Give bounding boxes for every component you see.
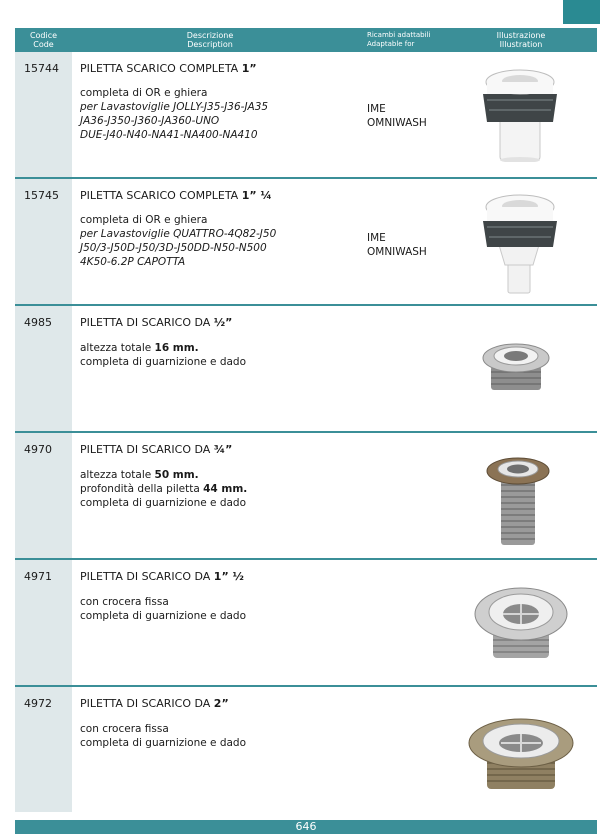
header-adaptable: [367, 31, 457, 49]
desc-line: completa di guarnizione e dado: [80, 356, 247, 368]
product-title: [80, 697, 229, 710]
desc-line: completa di guarnizione e dado: [80, 610, 247, 622]
title-text: PILETTA SCARICO COMPLETA: [80, 189, 242, 202]
desc-line: [80, 341, 370, 355]
product-description: [80, 341, 370, 369]
product-code: 4985: [24, 316, 52, 329]
title-text: PILETTA DI SCARICO DA: [80, 570, 214, 583]
desc-text: altezza totale: [80, 342, 155, 354]
desc-line: completa di OR e ghiera: [80, 87, 208, 99]
product-code: 15744: [24, 62, 59, 75]
product-code: 4970: [24, 443, 52, 456]
desc-line: [80, 468, 370, 482]
adapt-line: OMNIWASH: [367, 117, 427, 129]
desc-value: 44 mm.: [203, 483, 248, 495]
title-text: PILETTA SCARICO COMPLETA: [80, 62, 242, 75]
product-description: [80, 595, 370, 623]
product-description: [80, 213, 370, 269]
table-row: [15, 179, 597, 306]
table-row: [15, 687, 597, 812]
desc-line: completa di OR e ghiera: [80, 214, 208, 226]
desc-line: JA36-J350-J360-JA360-UNO: [80, 115, 220, 127]
header-illustration: [485, 31, 557, 49]
desc-value: 50 mm.: [154, 469, 199, 481]
chrome-drain-illustration: [485, 455, 551, 549]
table-row: [15, 560, 597, 687]
desc-line: per Lavastoviglie QUATTRO-4Q82-J50: [80, 228, 277, 240]
header-code-it: Codice: [29, 31, 58, 40]
header-ill-it: Illustrazione: [496, 31, 546, 40]
product-description: [80, 722, 370, 750]
title-size: 1” ¼: [241, 189, 272, 202]
desc-text: altezza totale: [80, 469, 155, 481]
title-text: PILETTA DI SCARICO DA: [80, 316, 214, 329]
title-size: ¾”: [213, 443, 233, 456]
adapt-line: IME: [367, 232, 386, 244]
desc-line: con crocera fissa: [80, 596, 169, 608]
adapt-line: IME: [367, 103, 386, 115]
product-title: [80, 443, 232, 456]
product-title: [80, 189, 272, 202]
product-code: 4971: [24, 570, 52, 583]
desc-line: DUE-J40-N40-NA41-NA400-NA410: [80, 129, 258, 141]
header-ill-en: Illustration: [499, 40, 543, 49]
desc-line: completa di guarnizione e dado: [80, 497, 247, 509]
page-number: 646: [295, 820, 317, 833]
table-row: [15, 306, 597, 433]
adaptable-for: [367, 102, 427, 130]
header-description: [110, 31, 310, 49]
desc-line: [80, 482, 370, 496]
adapt-line: OMNIWASH: [367, 246, 427, 258]
desc-line: con crocera fissa: [80, 723, 169, 735]
product-description: [80, 86, 370, 142]
page-footer: [15, 820, 597, 834]
table-row: [15, 433, 597, 560]
title-text: PILETTA DI SCARICO DA: [80, 697, 214, 710]
adaptable-for: [367, 231, 427, 259]
product-code: 4972: [24, 697, 52, 710]
title-size: 1”: [241, 62, 257, 75]
chrome-drain-illustration: [473, 582, 569, 666]
header-adapt-en: Adaptable for: [367, 40, 415, 48]
desc-line: J50/3-J50D-J50/3D-J50DD-N50-N500: [80, 242, 267, 254]
desc-line: 4K50-6.2P CAPOTTA: [80, 256, 186, 268]
header-desc-en: Description: [187, 40, 233, 49]
header-code-en: Code: [33, 40, 54, 49]
title-text: PILETTA DI SCARICO DA: [80, 443, 214, 456]
corner-tab: [563, 0, 600, 24]
header-code: [15, 31, 72, 49]
desc-text: profondità della piletta: [80, 483, 204, 495]
chrome-drain-illustration: [467, 713, 575, 795]
plastic-drain-illustration: [477, 191, 567, 295]
title-size: ½”: [213, 316, 233, 329]
desc-value: 16 mm.: [154, 342, 199, 354]
header-desc-it: Descrizione: [186, 31, 234, 40]
product-title: [80, 62, 257, 75]
product-description: [80, 468, 370, 510]
product-title: [80, 570, 244, 583]
chrome-drain-illustration: [481, 336, 551, 396]
table-row: [15, 52, 597, 179]
title-size: 2”: [213, 697, 229, 710]
product-code: 15745: [24, 189, 59, 202]
table-header: [15, 28, 597, 52]
desc-line: completa di guarnizione e dado: [80, 737, 247, 749]
product-title: [80, 316, 232, 329]
plastic-drain-illustration: [477, 66, 567, 162]
header-adapt-it: Ricambi adattabili: [367, 31, 431, 39]
title-size: 1” ½: [213, 570, 244, 583]
desc-line: per Lavastoviglie JOLLY-J35-J36-JA35: [80, 101, 269, 113]
